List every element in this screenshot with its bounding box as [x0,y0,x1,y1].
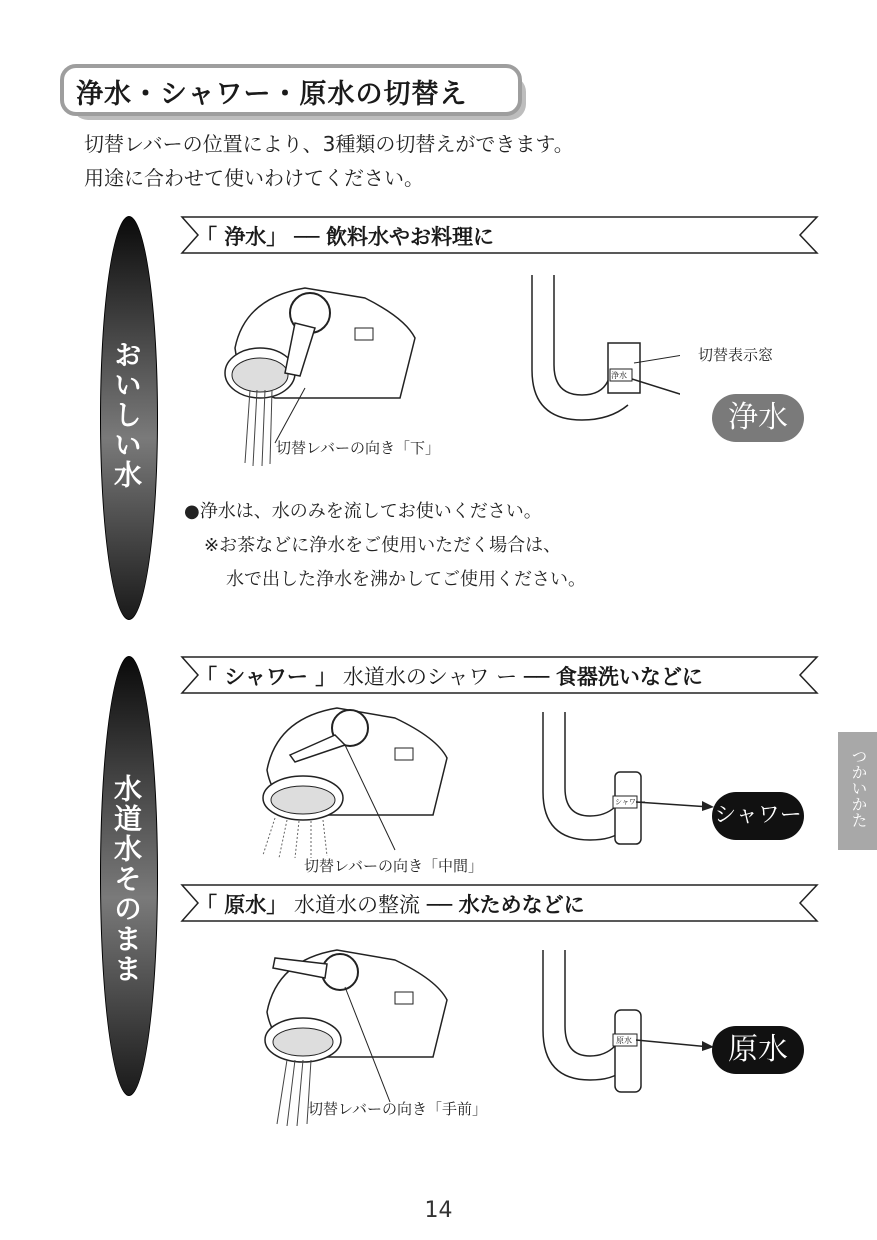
banner-dash: ── [294,225,320,249]
banner-shower [180,655,820,695]
arrow-shower [636,795,716,815]
banner-jousui [180,215,820,255]
note-line-2: ※お茶などに浄水をご使用いただく場合は、 [204,535,562,556]
banner-dash: ── [426,893,452,917]
window-mark-jousui: 浄水 [611,371,627,380]
banner-purpose: 飲料水やお料理に [325,225,494,249]
pill-shower: シャワー [712,792,804,840]
banner-desc: 水道水の整流 [294,893,420,917]
window-caption: 切替表示窓 [698,346,774,364]
banner-gensui [180,883,820,923]
pill-jousui: 浄水 [712,394,804,442]
banner-dash: ── [523,665,550,689]
banner-open: 「 シャワー 」 [196,665,337,689]
banner-purpose: 水ためなどに [458,893,585,917]
pipe-window-shower-illustration [535,712,645,852]
page-number: 14 [424,1198,453,1223]
note-line-1: ●浄水は、水のみを流してお使いください。 [184,501,542,522]
pipe-window-gensui-illustration [535,950,645,1100]
page-title: 浄水・シャワー・原水の切替え [76,79,468,110]
pipe-window-jousui-illustration [520,275,680,445]
note-line-3: 水で出した浄水を沸かしてご使用ください。 [226,569,586,590]
window-mark-gensui: 原水 [616,1036,632,1045]
side-tab-label: つかいかた [849,748,868,828]
banner-desc: 水道水のシャワ ー [342,665,518,689]
banner-purpose: 食器洗いなどに [555,665,703,689]
side-label-suido: 水道水そのまま [110,774,143,984]
lever-caption-middle: 切替レバーの向き「中間」 [304,857,483,875]
window-mark-shower: シャワー [615,798,643,806]
lever-caption-down: 切替レバーの向き「下」 [276,439,440,457]
lever-caption-front: 切替レバーの向き「手前」 [308,1100,487,1118]
banner-open: 「 浄水」 [196,225,288,249]
pill-gensui: 原水 [712,1026,804,1074]
banner-open: 「 原水」 [196,893,288,917]
side-tab [838,732,877,850]
intro-line-2: 用途に合わせて使いわけてください。 [84,166,424,190]
intro-line-1: 切替レバーの位置により、3種類の切替えができます。 [84,132,574,156]
arrow-gensui [636,1035,716,1055]
side-label-oishii: おいしい水 [110,340,143,490]
faucet-head-middle-illustration [255,700,455,860]
